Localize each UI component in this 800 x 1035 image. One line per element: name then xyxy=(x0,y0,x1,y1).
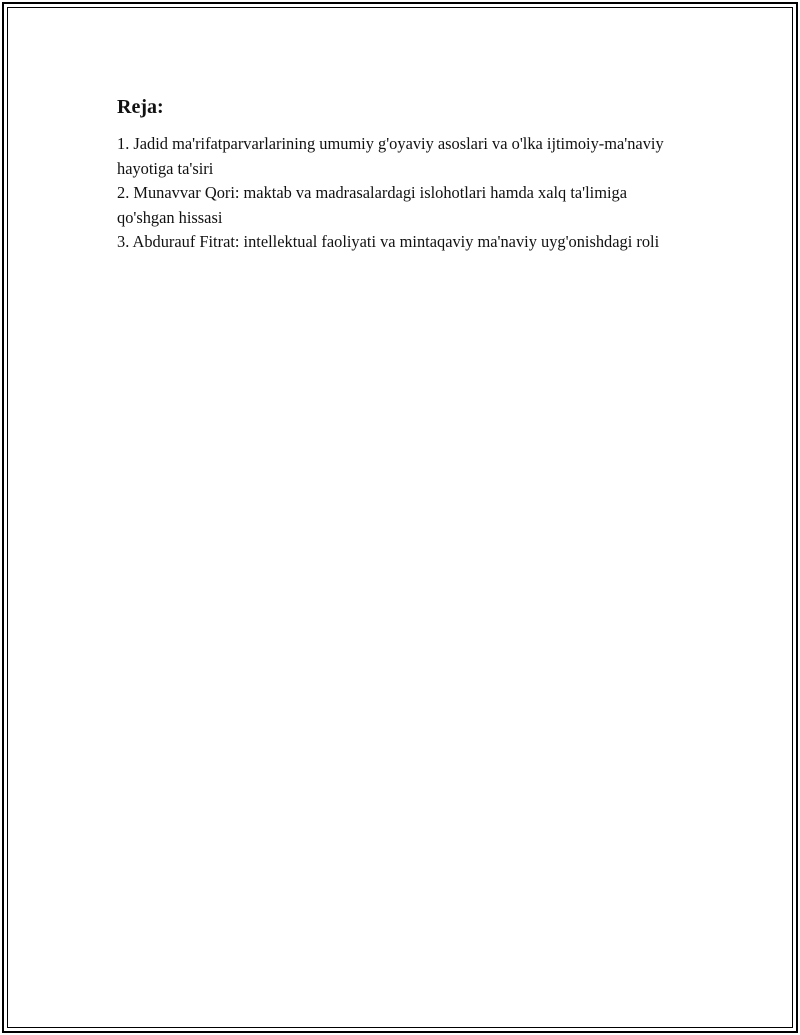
plan-list xyxy=(117,132,677,255)
plan-item-2: 2. Munavvar Qori: maktab va madrasalardagi islohotlari hamda xalq ta'limiga qo'shgan hissasi xyxy=(117,183,627,227)
document-body xyxy=(117,94,677,255)
plan-item-3: 3. Abdurauf Fitrat: intellektual faoliyati va mintaqaviy ma'naviy uyg'onishdagi roli xyxy=(117,232,660,251)
plan-heading: Reja: xyxy=(117,96,164,118)
plan-item-1: 1. Jadid ma'rifatparvarlarining umumiy g'oyaviy asoslari va o'lka ijtimoiy-ma'naviy hayotiga ta'siri xyxy=(117,134,664,178)
